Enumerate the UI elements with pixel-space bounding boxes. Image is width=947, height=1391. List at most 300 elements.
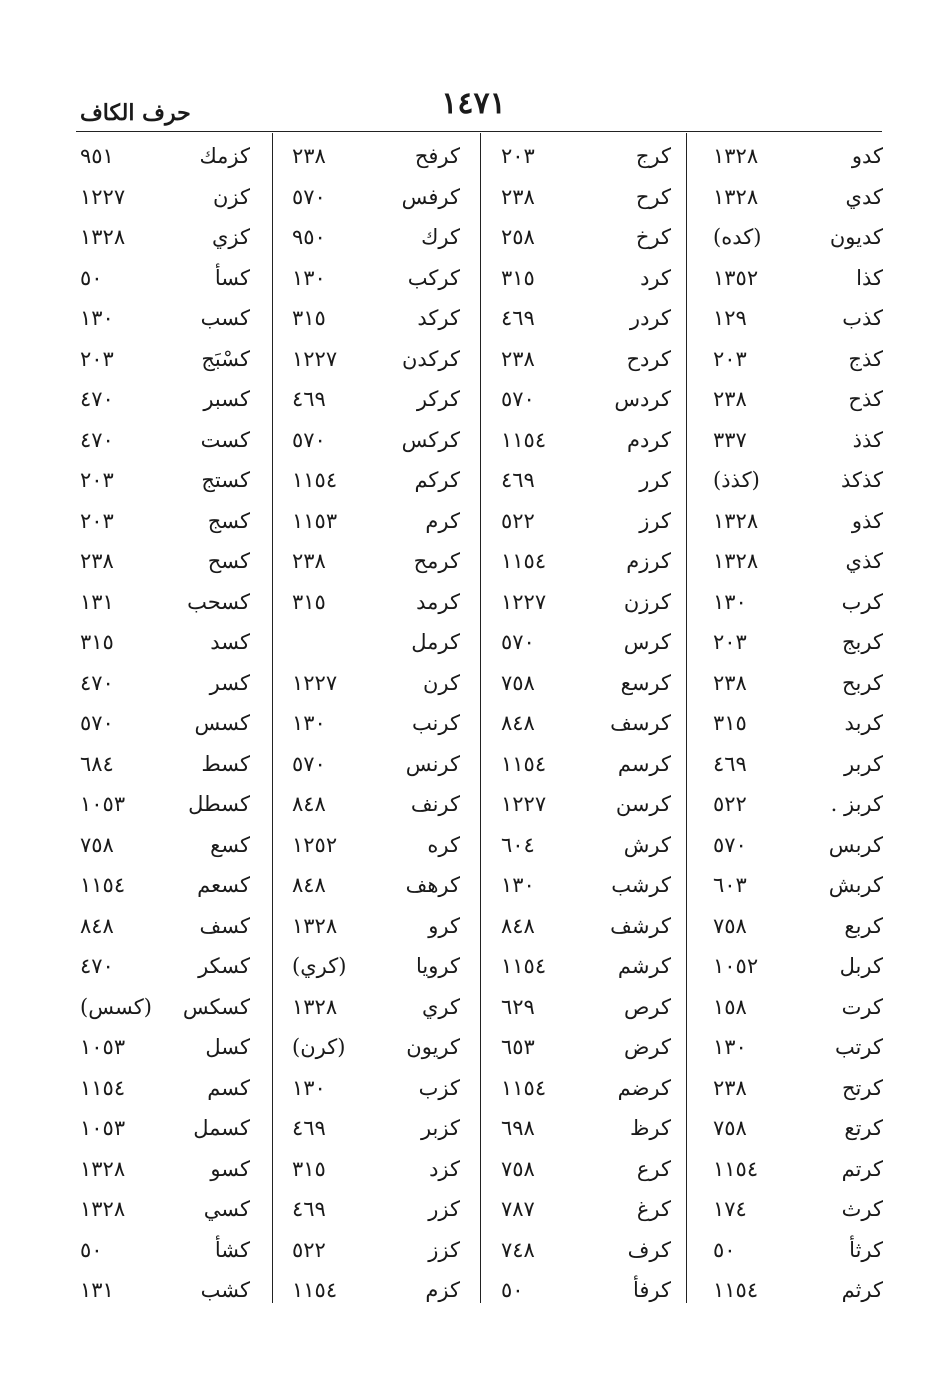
entry-page-ref: ٢٣٨	[80, 549, 114, 573]
index-entry	[501, 1278, 671, 1319]
index-entry	[501, 1157, 671, 1198]
entry-page-ref: ٤٧٠	[80, 427, 114, 452]
entry-page-ref: ١٣٠	[80, 306, 114, 330]
index-entry	[501, 954, 671, 995]
entry-page-ref: ١١٥٤	[501, 954, 547, 978]
entry-word: كربع	[844, 913, 883, 938]
entry-word: كرخ	[635, 225, 671, 249]
entry-page-ref: ٥٠	[80, 1237, 103, 1262]
entry-word: كرسع	[620, 670, 671, 695]
entry-word: كسكس	[182, 994, 250, 1019]
entry-word: كسم	[207, 1075, 250, 1100]
index-entry	[80, 347, 250, 388]
index-entry	[80, 185, 250, 226]
index-entry	[292, 1238, 460, 1279]
entry-page-ref: ١٠٥٢	[713, 954, 759, 978]
entry-page-ref: ٣١٥	[292, 589, 326, 614]
entry-page-ref: ١١٥٤	[501, 1075, 547, 1100]
entry-page-ref: ٥٧٠	[713, 832, 747, 857]
index-entry	[501, 833, 671, 874]
entry-page-ref: ٥٢٢	[501, 508, 535, 533]
index-entry	[80, 873, 250, 914]
entry-word: كديون	[829, 225, 883, 249]
index-entry	[80, 1116, 250, 1157]
index-entry	[713, 792, 883, 833]
index-entry	[713, 1197, 883, 1238]
index-entry	[80, 914, 250, 955]
index-entry	[292, 185, 460, 226]
entry-word: كرو	[428, 913, 460, 938]
index-entry	[80, 225, 250, 266]
column-divider	[480, 133, 481, 1303]
entry-word: كرح	[635, 184, 671, 209]
entry-word: كرد	[640, 265, 671, 290]
index-entry	[713, 630, 883, 671]
entry-word: كربش	[828, 873, 883, 897]
entry-page-ref: (كده)	[713, 225, 762, 249]
index-entry	[501, 752, 671, 793]
entry-page-ref: ٢٣٨	[292, 549, 326, 573]
entry-word: كرنب	[411, 711, 460, 735]
entry-page-ref: ١٢٢٧	[80, 184, 126, 209]
index-entry	[292, 914, 460, 955]
entry-page-ref: ١٣١	[80, 589, 114, 614]
entry-word: كزب	[418, 1075, 460, 1100]
index-entry	[713, 671, 883, 712]
entry-page-ref: ١١٥٤	[292, 468, 338, 492]
index-entry	[292, 1157, 460, 1198]
page-number: ١٤٧١	[441, 86, 506, 121]
entry-word: كرزن	[623, 589, 671, 614]
index-column-1	[713, 144, 883, 1319]
entry-word: كرت	[841, 994, 883, 1019]
entry-page-ref: ١٣٠	[713, 1035, 747, 1059]
index-entry	[713, 873, 883, 914]
entry-page-ref: ١٢٢٧	[292, 346, 338, 371]
entry-page-ref: ١٣٢٨	[80, 1197, 126, 1221]
index-entry	[713, 954, 883, 995]
entry-page-ref: ١٣٢٨	[292, 994, 338, 1019]
entry-page-ref: ٦٩٨	[501, 1116, 535, 1140]
entry-word: كركر	[416, 387, 460, 411]
index-entry	[713, 752, 883, 793]
entry-word: كشأ	[214, 1237, 250, 1262]
index-entry	[713, 549, 883, 590]
index-entry	[80, 1157, 250, 1198]
entry-word: كسطل	[188, 792, 250, 816]
index-entry	[292, 266, 460, 307]
index-entry	[292, 792, 460, 833]
index-entry	[80, 387, 250, 428]
index-entry	[501, 225, 671, 266]
entry-word: كسكر	[198, 954, 250, 978]
entry-word: كزز	[428, 1237, 460, 1262]
index-entry	[501, 468, 671, 509]
index-entry	[80, 630, 250, 671]
entry-page-ref: ١٣٢٨	[713, 508, 759, 533]
entry-word: كسأ	[214, 265, 250, 290]
entry-page-ref: ٣١٥	[80, 630, 114, 654]
entry-page-ref: ٦٠٣	[713, 873, 747, 897]
index-entry	[501, 1197, 671, 1238]
entry-word: كذكذ	[840, 468, 883, 492]
entry-page-ref: ٥٧٠	[292, 427, 326, 452]
entry-word: كسد	[210, 630, 250, 654]
entry-page-ref: ٢٠٣	[713, 630, 747, 654]
entry-page-ref: ٦٨٤	[80, 751, 114, 776]
entry-page-ref: ١٠٥٣	[80, 1116, 126, 1140]
index-entry	[501, 266, 671, 307]
entry-word: كسي	[203, 1197, 250, 1221]
entry-word: كرتب	[834, 1035, 883, 1059]
entry-word: كسع	[210, 832, 250, 857]
entry-page-ref: (كذذ)	[713, 468, 760, 492]
index-entry	[80, 428, 250, 469]
entry-page-ref: ٦٠٤	[501, 832, 535, 857]
index-entry	[501, 711, 671, 752]
entry-page-ref: ١٥٨	[713, 994, 747, 1019]
entry-page-ref: ١٣٥٢	[713, 265, 759, 290]
entry-word: كرزم	[626, 549, 671, 573]
entry-page-ref: ٨٤٨	[80, 913, 114, 938]
index-entry	[292, 144, 460, 185]
entry-page-ref: ٥٠	[80, 265, 103, 290]
entry-page-ref: ١٣٢٨	[713, 184, 759, 209]
entry-page-ref: ٢٣٨	[292, 144, 326, 168]
entry-page-ref: ١٣٠	[292, 711, 326, 735]
index-entry	[713, 509, 883, 550]
entry-word: كزر	[428, 1197, 460, 1221]
entry-page-ref: ٤٦٩	[292, 1116, 326, 1140]
entry-page-ref: ٩٥٠	[292, 225, 326, 249]
index-entry	[80, 1238, 250, 1279]
entry-word: كركم	[414, 468, 460, 492]
entry-word: كرسم	[617, 751, 671, 776]
entry-word: كركدن	[401, 346, 460, 371]
entry-page-ref: ٣١٥	[501, 265, 535, 290]
entry-word: كدي	[845, 184, 883, 209]
entry-page-ref: ٣١٥	[292, 1156, 326, 1181]
index-entry	[501, 549, 671, 590]
entry-page-ref: ١٣٠	[292, 1075, 326, 1100]
entry-page-ref: ٧٤٨	[501, 1237, 535, 1262]
index-entry	[80, 590, 250, 631]
entry-page-ref: ١٣٢٨	[80, 1156, 126, 1181]
entry-word: كرسن	[615, 792, 671, 816]
entry-word: كرفس	[401, 184, 460, 209]
index-entry	[501, 1238, 671, 1279]
entry-word: كرمد	[416, 589, 460, 614]
entry-page-ref: ٢٠٣	[713, 346, 747, 371]
entry-word: كذح	[848, 387, 883, 411]
entry-page-ref: ١٣٢٨	[292, 913, 338, 938]
entry-page-ref: ١٠٥٣	[80, 792, 126, 816]
entry-page-ref: ٥٧٠	[292, 184, 326, 209]
index-column-4	[80, 144, 250, 1319]
entry-word: كرشف	[610, 913, 671, 938]
entry-word: كركب	[407, 265, 460, 290]
entry-word: كرض	[624, 1035, 671, 1059]
entry-page-ref: ٢٣٨	[501, 346, 535, 371]
index-entry	[292, 1197, 460, 1238]
entry-word: كرهف	[405, 873, 460, 897]
entry-page-ref: ١١٥٤	[80, 873, 126, 897]
entry-word: كرم	[425, 508, 460, 533]
entry-page-ref: ٥٧٠	[501, 387, 535, 411]
index-entry	[292, 711, 460, 752]
index-entry	[713, 914, 883, 955]
index-entry	[292, 1116, 460, 1157]
entry-word: كسْبَج	[201, 346, 250, 371]
entry-page-ref: ١٣٠	[292, 265, 326, 290]
index-entry	[713, 1076, 883, 1117]
entry-word: كسح	[207, 549, 250, 573]
entry-page-ref: ١٢٥٢	[292, 832, 338, 857]
entry-word: كرر	[639, 468, 671, 492]
entry-page-ref: ٢٠٣	[80, 508, 114, 533]
entry-word: كره	[427, 832, 460, 857]
entry-word: كريون	[406, 1035, 460, 1059]
entry-page-ref: ١٠٥٣	[80, 1035, 126, 1059]
entry-word: كربج	[842, 630, 883, 654]
index-entry	[80, 792, 250, 833]
entry-page-ref: ٨٤٨	[501, 913, 535, 938]
entry-page-ref: ٣١٥	[292, 306, 326, 330]
entry-word: كرويا	[416, 954, 460, 978]
entry-word: كذي	[845, 549, 883, 573]
index-entry	[292, 387, 460, 428]
index-entry	[713, 711, 883, 752]
index-entry	[292, 225, 460, 266]
index-entry	[80, 1197, 250, 1238]
index-column-2	[501, 144, 671, 1319]
entry-page-ref: ٧٥٨	[713, 1116, 747, 1140]
index-entry	[292, 509, 460, 550]
entry-word: كزن	[212, 184, 250, 209]
index-entry	[292, 549, 460, 590]
entry-word: كرش	[623, 832, 671, 857]
entry-page-ref: ٥٧٠	[292, 751, 326, 776]
index-entry	[292, 468, 460, 509]
entry-page-ref: ٥٧٠	[80, 711, 114, 735]
entry-word: كرس	[623, 630, 671, 654]
entry-page-ref: ٤٧٠	[80, 387, 114, 411]
index-entry	[713, 266, 883, 307]
entry-page-ref: ٣١٥	[713, 711, 747, 735]
index-entry	[80, 144, 250, 185]
entry-page-ref: ٧٥٨	[501, 670, 535, 695]
index-entry	[292, 347, 460, 388]
entry-word: كرب	[841, 589, 883, 614]
column-divider	[686, 133, 687, 1303]
entry-page-ref: ١١٥٤	[501, 549, 547, 573]
entry-word: كزي	[211, 225, 250, 249]
entry-word: كسب	[200, 306, 250, 330]
entry-word: كردر	[629, 306, 671, 330]
entry-page-ref: ٧٥٨	[713, 913, 747, 938]
index-entry	[713, 225, 883, 266]
index-entry	[713, 387, 883, 428]
entry-page-ref: ١٧٤	[713, 1197, 747, 1221]
entry-word: كربد	[844, 711, 883, 735]
entry-word: كربل	[839, 954, 883, 978]
entry-page-ref: ٢٠٣	[80, 468, 114, 492]
entry-page-ref: (كري)	[292, 954, 347, 978]
entry-page-ref: ١١٥٤	[80, 1075, 126, 1100]
entry-word: كردس	[614, 387, 671, 411]
entry-word: كرشم	[617, 954, 671, 978]
entry-page-ref: ١١٥٤	[501, 427, 547, 452]
index-entry	[292, 630, 460, 671]
entry-word: كرنف	[410, 792, 460, 816]
entry-word: كسبر	[203, 387, 250, 411]
index-entry	[80, 752, 250, 793]
index-entry	[80, 995, 250, 1036]
entry-word: كذو	[851, 508, 883, 533]
index-entry	[292, 428, 460, 469]
entry-word: كركد	[417, 306, 460, 330]
entry-page-ref: ٢٠٣	[80, 346, 114, 371]
entry-page-ref: ٢٣٨	[713, 387, 747, 411]
entry-word: كرك	[421, 225, 460, 249]
index-entry	[292, 954, 460, 995]
index-entry	[80, 549, 250, 590]
entry-word: كربس	[828, 832, 883, 857]
entry-page-ref: ٤٧٠	[80, 670, 114, 695]
entry-page-ref: ٨٤٨	[292, 792, 326, 816]
entry-word: كذج	[848, 346, 883, 371]
entry-page-ref: ٥٢٢	[292, 1237, 326, 1262]
index-entry	[713, 1157, 883, 1198]
entry-page-ref: ٢٥٨	[501, 225, 535, 249]
entry-page-ref: ٤٧٠	[80, 954, 114, 978]
entry-word: كسعم	[197, 873, 250, 897]
entry-word: كسو	[210, 1156, 250, 1181]
entry-word: كركس	[401, 427, 460, 452]
entry-word: كرثم	[841, 1278, 883, 1302]
entry-word: كسمل	[193, 1116, 250, 1140]
entry-page-ref: ٥٠	[713, 1237, 736, 1262]
index-entry	[80, 1076, 250, 1117]
index-entry	[292, 1278, 460, 1319]
index-entry	[501, 509, 671, 550]
entry-word: كرفأ	[632, 1278, 671, 1302]
entry-page-ref: ٧٥٨	[501, 1156, 535, 1181]
entry-word: كرظ	[629, 1116, 671, 1140]
entry-word: كرنس	[405, 751, 460, 776]
entry-page-ref: ٤٦٩	[292, 1197, 326, 1221]
entry-word: كرمح	[413, 549, 460, 573]
entry-page-ref: ٤٦٩	[501, 468, 535, 492]
index-entry	[501, 1035, 671, 1076]
entry-word: كرسف	[610, 711, 671, 735]
entry-word: كرتم	[841, 1156, 883, 1181]
entry-word: كربز .	[830, 792, 883, 816]
entry-page-ref: ٢٣٨	[713, 670, 747, 695]
index-entry	[713, 1116, 883, 1157]
entry-word: كرتع	[844, 1116, 883, 1140]
entry-page-ref: ٥٧٠	[501, 630, 535, 654]
entry-page-ref: ١١٥٣	[292, 508, 338, 533]
entry-page-ref: ٢٠٣	[501, 144, 535, 168]
entry-word: كرفح	[414, 144, 460, 168]
entry-word: كردح	[626, 346, 671, 371]
index-entry	[501, 306, 671, 347]
index-entry	[501, 185, 671, 226]
entry-word: كرمل	[411, 630, 460, 654]
index-entry	[80, 711, 250, 752]
index-entry	[713, 306, 883, 347]
entry-page-ref: ٤٦٩	[713, 751, 747, 776]
index-entry	[713, 347, 883, 388]
entry-word: كرز	[639, 508, 671, 533]
entry-page-ref: ١٢٢٧	[501, 589, 547, 614]
entry-word: كسط	[201, 751, 250, 776]
entry-word: كشب	[200, 1278, 250, 1302]
entry-page-ref: ٢٣٨	[501, 184, 535, 209]
index-entry	[501, 671, 671, 712]
entry-page-ref: (كرن)	[292, 1035, 346, 1059]
index-entry	[501, 428, 671, 469]
entry-word: كردم	[627, 427, 671, 452]
entry-page-ref: ٥٢٢	[713, 792, 747, 816]
entry-page-ref: ٤٦٩	[292, 387, 326, 411]
entry-word: كرث	[841, 1197, 883, 1221]
entry-word: كري	[421, 994, 460, 1019]
index-entry	[501, 873, 671, 914]
entry-page-ref: ١١٥٤	[292, 1278, 338, 1302]
entry-word: كسج	[207, 508, 250, 533]
entry-page-ref: ٧٥٨	[80, 832, 114, 857]
index-entry	[80, 671, 250, 712]
entry-word: كسحب	[187, 589, 250, 614]
index-entry	[501, 1076, 671, 1117]
index-entry	[501, 914, 671, 955]
entry-word: كذا	[856, 265, 883, 290]
entry-page-ref: ٥٠	[501, 1278, 524, 1302]
index-entry	[501, 590, 671, 631]
index-entry	[713, 1035, 883, 1076]
entry-page-ref: ٢٣٨	[713, 1075, 747, 1100]
index-entry	[80, 266, 250, 307]
entry-word: كزمك	[199, 144, 250, 168]
index-entry	[713, 144, 883, 185]
entry-word: كدو	[851, 144, 883, 168]
entry-page-ref: ١٢٩	[713, 306, 747, 330]
index-entry	[713, 833, 883, 874]
entry-page-ref: ١١٥٤	[713, 1156, 759, 1181]
entry-word: كزم	[425, 1278, 460, 1302]
entry-page-ref: ٦٢٩	[501, 994, 535, 1019]
index-entry	[80, 468, 250, 509]
index-entry	[501, 1116, 671, 1157]
entry-word: كرثأ	[849, 1237, 883, 1262]
index-entry	[80, 509, 250, 550]
entry-word: كسر	[209, 670, 250, 695]
entry-word: كرف	[627, 1237, 671, 1262]
entry-word: كذب	[842, 306, 883, 330]
entry-word: كرشب	[611, 873, 671, 897]
index-entry	[80, 306, 250, 347]
entry-word: كسف	[199, 913, 250, 938]
entry-page-ref: ١٣٠	[713, 589, 747, 614]
index-entry	[713, 1238, 883, 1279]
entry-word: كرتح	[842, 1075, 883, 1100]
entry-page-ref: ٨٤٨	[292, 873, 326, 897]
entry-word: كست	[200, 427, 250, 452]
entry-page-ref: ٤٦٩	[501, 306, 535, 330]
index-entry	[292, 306, 460, 347]
